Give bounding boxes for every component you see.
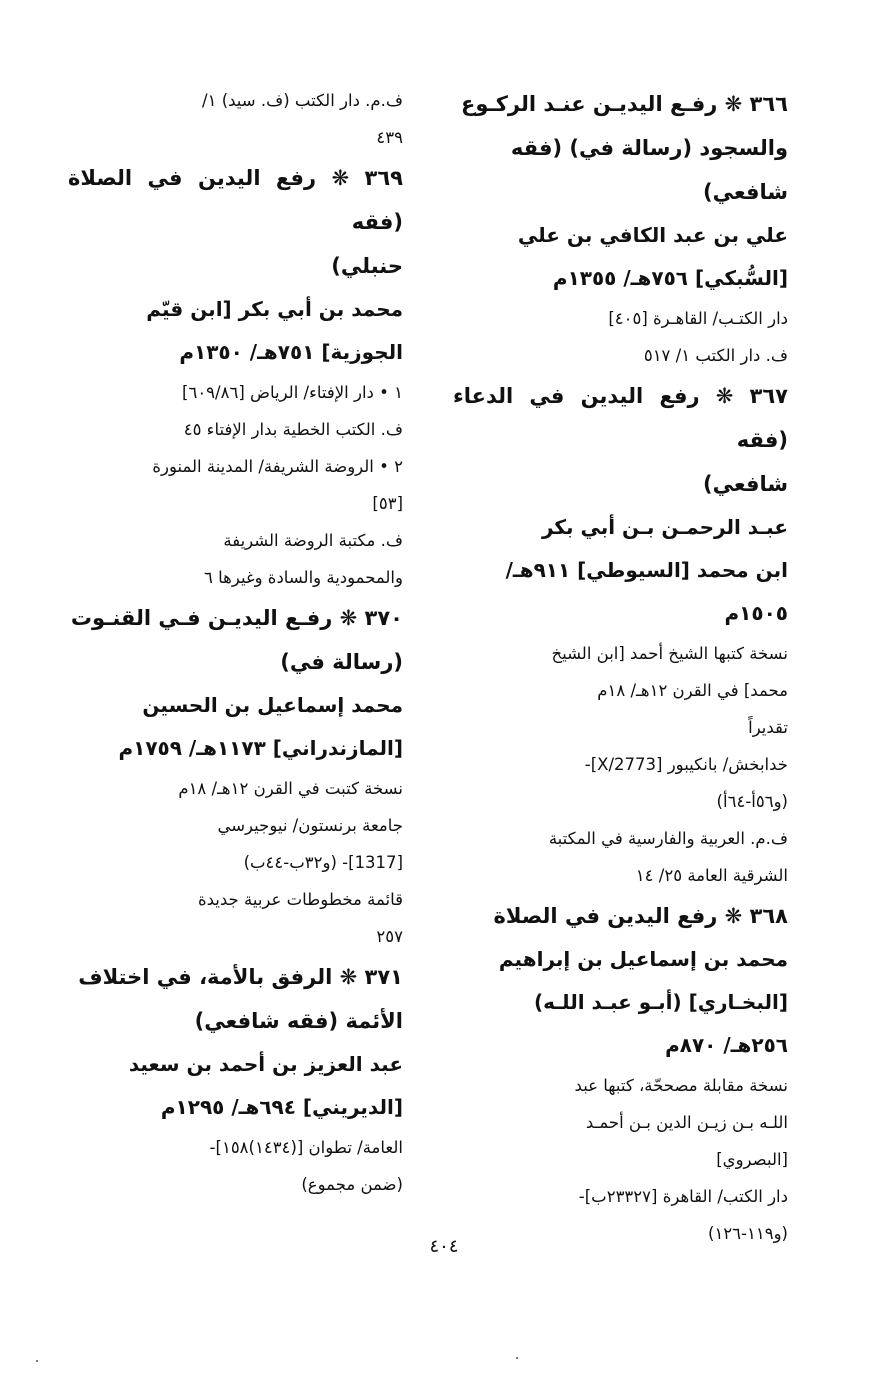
entry-title: (رسالة في) [280,650,403,674]
entry-info: نسخة كتبت في القرن ١٢هـ/ ١٨م [178,779,403,798]
entry-368 [453,894,788,1252]
entry-info: محمد] في القرن ١٢هـ/ ١٨م [597,681,788,700]
entry-author: ١٥٠٥م [724,601,788,625]
entry-title: والسجود (رسالة في) (فقه [510,136,788,160]
entry-info: ١ • دار الإفتاء/ الرياض [٦٠٩/٨٦] [182,383,403,402]
entry-info: دار الكتب/ القاهرة [٢٣٣٢٧ب]- [578,1187,788,1206]
entry-info: ف. مكتبة الروضة الشريفة [223,531,403,550]
entry-367 [453,374,788,894]
entry-366 [453,82,788,374]
entry-author: عبـد الرحمـن بـن أبي بكر [541,515,788,539]
entry-author: [الديريني] ٦٩٤هـ/ ١٢٩٥م [160,1095,403,1119]
entry-info: [٥٣] [372,494,403,513]
entry-369 [68,156,403,596]
entry-author: محمد بن أبي بكر [ابن قيّم [146,297,403,321]
entry-info: جامعة برنستون/ نيوجيرسي [217,816,403,835]
entry-author: محمد إسماعيل بن الحسين [142,693,403,717]
left-column [68,82,403,1203]
page-number: ٤٠٤ [429,1236,459,1257]
entry-author: [المازندراني] ١١٧٣هـ/ ١٧٥٩م [118,736,403,760]
entry-info: نسخة مقابلة مصححّة، كتبها عبد [574,1076,788,1095]
entry-author: ٢٥٦هـ/ ٨٧٠م [665,1033,788,1057]
entry-info: ف.م. العربية والفارسية في المكتبة [548,829,788,848]
entry-info: العامة/ تطوان [(١٤٣٤)١٥٨]- [209,1138,403,1157]
scan-speck [516,1357,518,1359]
entry-info: تقديراً [748,718,788,737]
right-column [453,82,788,1252]
entry-368-continued [68,82,403,156]
entry-author: علي بن عبد الكافي بن علي [517,223,788,247]
entry-info: ف. دار الكتب ١/ ٥١٧ [643,346,788,365]
entry-author: محمد بن إسماعيل بن إبراهيم [498,947,788,971]
entry-info: [1317]- (و٣٢ب-٤٤ب) [243,853,403,872]
entry-title: ٣٦٨ ❋ رفع اليدين في الصلاة [493,904,788,928]
entry-info: (و١١٩-١٢٦) [708,1224,788,1243]
entry-title: شافعي) [703,180,788,204]
entry-info: اللـه بـن زيـن الدين بـن أحمـد [585,1113,788,1132]
entry-author: الجوزية] ٧٥١هـ/ ١٣٥٠م [179,340,403,364]
entry-info: دار الكتـب/ القاهـرة [٤٠٥] [608,309,788,328]
entry-info: ف.م. دار الكتب (ف. سيد) ١/ [202,91,403,110]
entry-info: والمحمودية والسادة وغيرها ٦ [204,568,403,587]
entry-info: ٤٣٩ [376,128,403,147]
entry-info: قائمة مخطوطات عربية جديدة [198,890,403,909]
entry-author: [البخـاري] (أبـو عبـد اللـه) [533,990,788,1014]
entry-370 [68,596,403,955]
entry-info: ٢ • الروضة الشريفة/ المدينة المنورة [152,457,403,476]
entry-info: [البصروي] [716,1150,788,1169]
entry-info: (و٥٦أ-٦٤أ) [716,792,788,811]
entry-title: شافعي) [703,472,788,496]
entry-info: ٢٥٧ [376,927,403,946]
entry-author: عبد العزيز بن أحمد بن سعيد [128,1052,403,1076]
entry-title: ٣٦٧ ❋ رفع اليدين في الدعاء (فقه [453,384,788,452]
entry-info: (ضمن مجموع) [301,1175,403,1194]
scan-speck [36,1360,38,1362]
entry-info: نسخة كتبها الشيخ أحمد [ابن الشيخ [551,644,788,663]
entry-371 [68,955,403,1203]
entry-title: الأئمة (فقه شافعي) [194,1009,403,1033]
entry-title: ٣٧٠ ❋ رفـع اليديـن فـي القنـوت [70,606,403,630]
entry-title: ٣٧١ ❋ الرفق بالأمة، في اختلاف [78,965,403,989]
entry-author: ابن محمد [السيوطي] ٩١١هـ/ [505,558,788,582]
entry-info: ف. الكتب الخطية بدار الإفتاء ٤٥ [183,420,403,439]
entry-author: [السُّبكي] ٧٥٦هـ/ ١٣٥٥م [552,266,788,290]
entry-title: حنبلي) [331,254,403,278]
entry-info: الشرقية العامة ٢٥/ ١٤ [635,866,788,885]
entry-title: ٣٦٦ ❋ رفـع اليديـن عنـد الركـوع [461,92,788,116]
entry-title: ٣٦٩ ❋ رفع اليدين في الصلاة (فقه [68,166,403,234]
entry-info: خدابخش/ بانكيبور [2773/X]- [584,755,788,774]
